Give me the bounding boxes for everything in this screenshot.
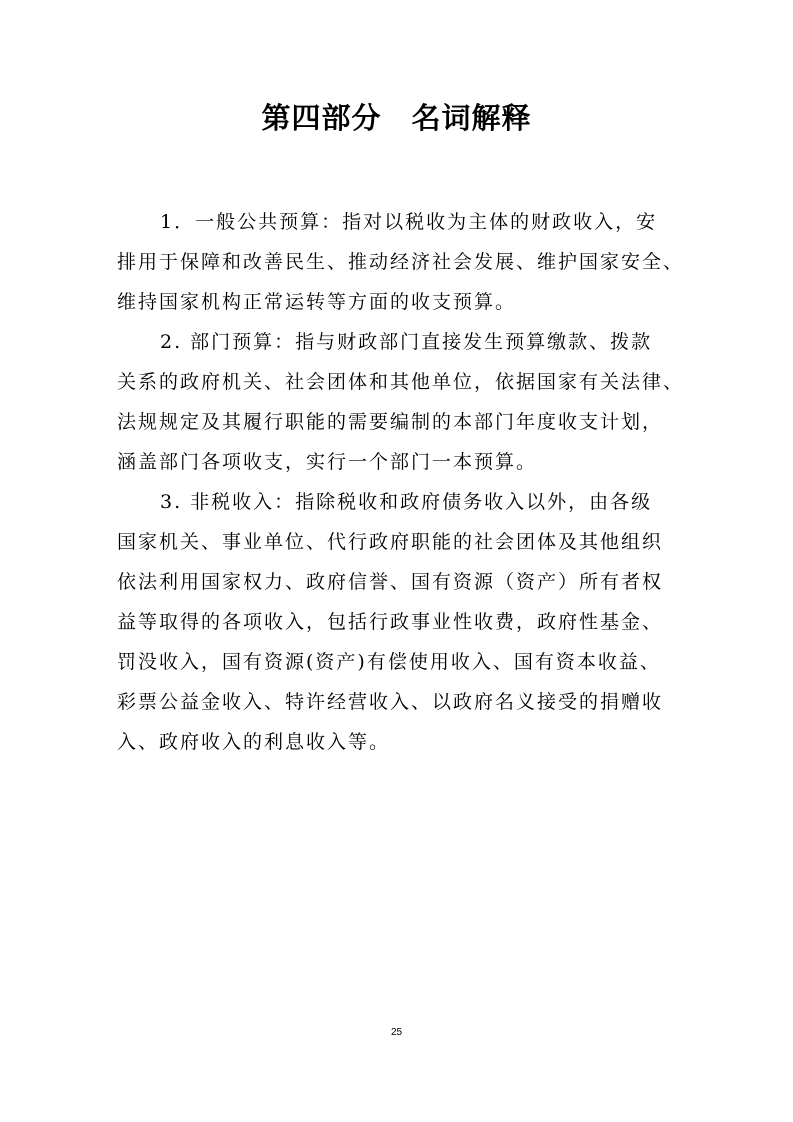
paragraph-line: 入、政府收入的利息收入等。 bbox=[117, 731, 391, 753]
paragraph-line: 关系的政府机关、社会团体和其他单位，依据国家有关法律、 bbox=[117, 371, 685, 393]
paragraph-line: 益等取得的各项收入，包括行政事业性收费，政府性基金、 bbox=[117, 611, 664, 633]
paragraph-line: 3. 非税收入：指除税收和政府债务收入以外，由各级 bbox=[160, 491, 653, 513]
paragraph-line: 2. 部门预算：指与财政部门直接发生预算缴款、拨款 bbox=[160, 331, 653, 353]
paragraph-line: 彩票公益金收入、特许经营收入、以政府名义接受的捐赠收 bbox=[117, 691, 664, 713]
paragraph-line: 维持国家机构正常运转等方面的收支预算。 bbox=[117, 291, 517, 313]
paragraph-general-public-budget bbox=[117, 202, 689, 322]
document-body bbox=[117, 202, 689, 762]
paragraph-line: 1．一般公共预算：指对以税收为主体的财政收入，安 bbox=[160, 211, 658, 233]
paragraph-non-tax-revenue bbox=[117, 482, 689, 762]
paragraph-line: 排用于保障和改善民生、推动经济社会发展、维护国家安全、 bbox=[117, 251, 685, 273]
page-number: 25 bbox=[390, 1027, 403, 1038]
page-title: 第四部分 名词解释 bbox=[261, 101, 532, 135]
paragraph-line: 涵盖部门各项收支，实行一个部门一本预算。 bbox=[117, 451, 538, 473]
paragraph-line: 依法利用国家权力、政府信誉、国有资源（资产）所有者权 bbox=[117, 571, 664, 593]
paragraph-line: 罚没收入，国有资源(资产)有偿使用收入、国有资本收益、 bbox=[117, 651, 661, 673]
paragraph-department-budget bbox=[117, 322, 689, 482]
paragraph-line: 法规规定及其履行职能的需要编制的本部门年度收支计划， bbox=[117, 411, 664, 433]
paragraph-line: 国家机关、事业单位、代行政府职能的社会团体及其他组织 bbox=[117, 531, 664, 553]
